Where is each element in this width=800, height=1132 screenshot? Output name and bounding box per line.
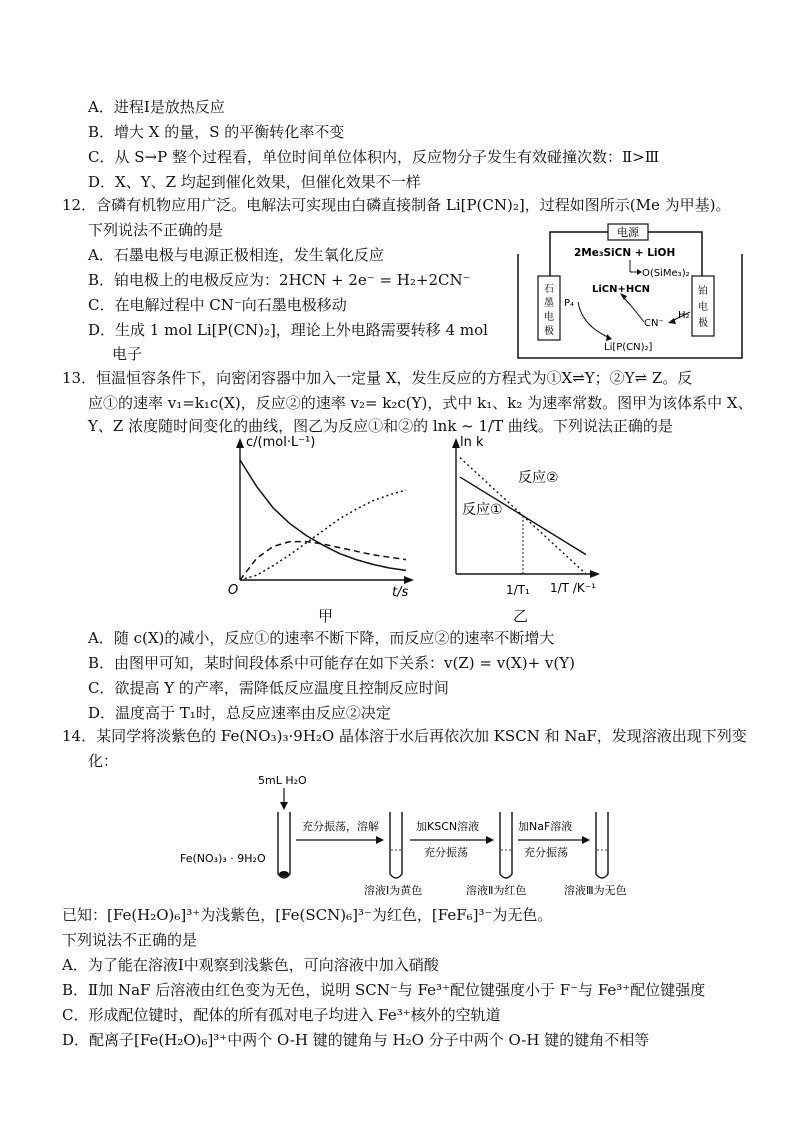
q13-stem-line2: 应①的速率 v₁=k₁c(X)，反应②的速率 v₂= k₂c(Y)，式中 k₁、k₂ 为速率常数。图甲为该体系中 X、 [88, 394, 753, 412]
jia-series-y [240, 542, 406, 580]
q13-option-a: A．随 c(X)的减小，反应①的速率不断下降，而反应②的速率不断增大 [88, 629, 555, 647]
step2-top-label: 加KSCN溶液 [416, 820, 480, 833]
cn-label: CN⁻ [644, 318, 664, 329]
q13-stem-line1: 13．恒温恒容条件下，向密闭容器中加入一定量 X，发生反应的方程式为①X⇌Y；②Y⇌ Z。反 [62, 369, 693, 387]
solution3-label: 溶液Ⅲ为无色 [564, 884, 627, 897]
step2-bottom-label: 充分振荡 [424, 846, 468, 859]
jia-x-arrow [404, 576, 414, 584]
platinum-label-3: 极 [698, 318, 708, 329]
step1-label: 充分振荡，溶解 [302, 820, 379, 833]
solution2-label: 溶液Ⅱ为红色 [466, 884, 527, 897]
byproduct-label: O(SiMe₃)₂ [642, 268, 690, 279]
platinum-label-2: 电 [698, 302, 708, 313]
h2-label: H₂ [678, 310, 690, 321]
jia-origin: O [228, 583, 239, 598]
yi-series-label-2: 反应② [518, 470, 559, 486]
power-label: 电源 [617, 226, 639, 239]
q12-stem-line1: 12．含磷有机物应用广泛。电解法可实现由白磷直接制备 Li[P(CN)₂]，过程如图所示(Me 为甲基)。 [62, 196, 731, 214]
platinum-label-1: 铂 [698, 286, 708, 297]
yi-series-group [460, 458, 586, 574]
p4-label: P₄ [564, 298, 575, 309]
chart-yi [446, 434, 606, 606]
test-tube-start [278, 812, 290, 878]
jia-series-x [240, 460, 406, 570]
yi-y-arrow [452, 438, 460, 448]
q12-option-a: A．石墨电极与电源正极相连，发生氧化反应 [88, 246, 384, 264]
q11-option-c: C．从 S→P 整个过程看，单位时间单位体积内，反应物分子发生有效碰撞次数：Ⅱ>Ⅲ [88, 148, 660, 166]
test-tube-3 [596, 812, 608, 878]
graphite-label-2: 墨 [544, 298, 554, 309]
q11-option-b: B．增大 X 的量，S 的平衡转化率不变 [88, 123, 345, 141]
product-label: Li[P(CN)₂] [604, 342, 653, 353]
q14-stem-line1: 14．某同学将淡紫色的 Fe(NO₃)₃·9H₂O 晶体溶于水后再依次加 KSCN 和 NaF，发现溶液出现下列变 [62, 727, 747, 745]
q14-option-d: D．配离子[Fe(H₂O)₆]³⁺中两个 O-H 键的键角与 H₂O 分子中两个 O-H 键的键角不相等 [62, 1031, 650, 1049]
q11-option-a: A．进程Ⅰ是放热反应 [88, 98, 225, 116]
graphite-label-1: 石 [544, 284, 554, 295]
yi-x-tick: 1/T₁ [506, 583, 530, 597]
jia-series-group [240, 460, 406, 580]
q14-stem-line2: 化： [88, 752, 119, 770]
q12-option-b: B．铂电极上的电极反应为：2HCN + 2e⁻ = H₂+2CN⁻ [88, 271, 471, 289]
yi-x-arrow [590, 570, 600, 578]
yi-series-label-1: 反应① [462, 502, 503, 518]
jia-y-label: c/(mol·L⁻¹) [246, 435, 316, 450]
q14-question: 下列说法不正确的是 [62, 931, 198, 949]
step3-top-label: 加NaF溶液 [518, 820, 573, 833]
solution1-label: 溶液Ⅰ为黄色 [364, 884, 423, 897]
q13-option-c: C．欲提高 Y 的产率，需降低反应温度且控制反应时间 [88, 679, 449, 697]
q14-option-c: C．形成配位键时，配体的所有孤对电子均进入 Fe³⁺核外的空轨道 [62, 1006, 501, 1024]
q13-stem-line3: Y、Z 浓度随时间变化的曲线，图乙为反应①和②的 lnk ~ 1/T 曲线。下列说法正确的是 [88, 417, 673, 435]
q12-option-d: D．生成 1 mol Li[P(CN)₂]，理论上外电路需要转移 4 mol [88, 321, 488, 339]
reagent-label: 2Me₃SiCN + LiOH [574, 247, 676, 259]
mix-label: LiCN+HCN [592, 284, 650, 295]
crystal-label: Fe(NO₃)₃ · 9H₂O [180, 852, 266, 865]
jia-y-arrow [236, 438, 244, 448]
q12-option-d-cont: 电子 [112, 345, 143, 363]
chart-jia [228, 434, 418, 606]
q14-option-a: A．为了能在溶液Ⅰ中观察到浅紫色，可向溶液中加入硝酸 [62, 956, 439, 974]
experiment-flow-diagram [180, 770, 660, 900]
yi-y-label: ln k [460, 435, 484, 450]
graphite-label-3: 电 [544, 312, 554, 323]
step3-bottom-label: 充分振荡 [524, 846, 568, 859]
jia-x-label: t/s [392, 585, 409, 600]
yi-x-label: 1/T /K⁻¹ [550, 581, 596, 595]
chart-yi-caption: 乙 [513, 607, 529, 625]
q12-option-c: C．在电解过程中 CN⁻向石墨电极移动 [88, 296, 347, 314]
q13-option-d: D．温度高于 T₁时，总反应速率由反应②决定 [88, 704, 391, 722]
test-tube-1 [390, 812, 402, 878]
electrolysis-diagram [512, 222, 748, 360]
q14-option-b: B．Ⅱ加 NaF 后溶液由红色变为无色，说明 SCN⁻与 Fe³⁺配位键强度小于 F⁻与 Fe³⁺配位键强度 [62, 981, 706, 999]
q11-option-d: D．X、Y、Z 均起到催化效果，但催化效果不一样 [88, 173, 421, 191]
q14-known: 已知：[Fe(H₂O)₆]³⁺为浅紫色，[Fe(SCN)₆]³⁻为红色，[FeF₆]³⁻为无色。 [62, 906, 553, 924]
graphite-label-4: 极 [544, 326, 554, 337]
q13-option-b: B．由图甲可知，某时间段体系中可能存在如下关系：v(Z) = v(X)+ v(Y) [88, 654, 576, 672]
chart-jia-caption: 甲 [318, 607, 334, 625]
test-tube-2 [500, 812, 512, 878]
water-label: 5mL H₂O [258, 774, 307, 787]
q12-stem-line2: 下列说法不正确的是 [88, 221, 224, 239]
